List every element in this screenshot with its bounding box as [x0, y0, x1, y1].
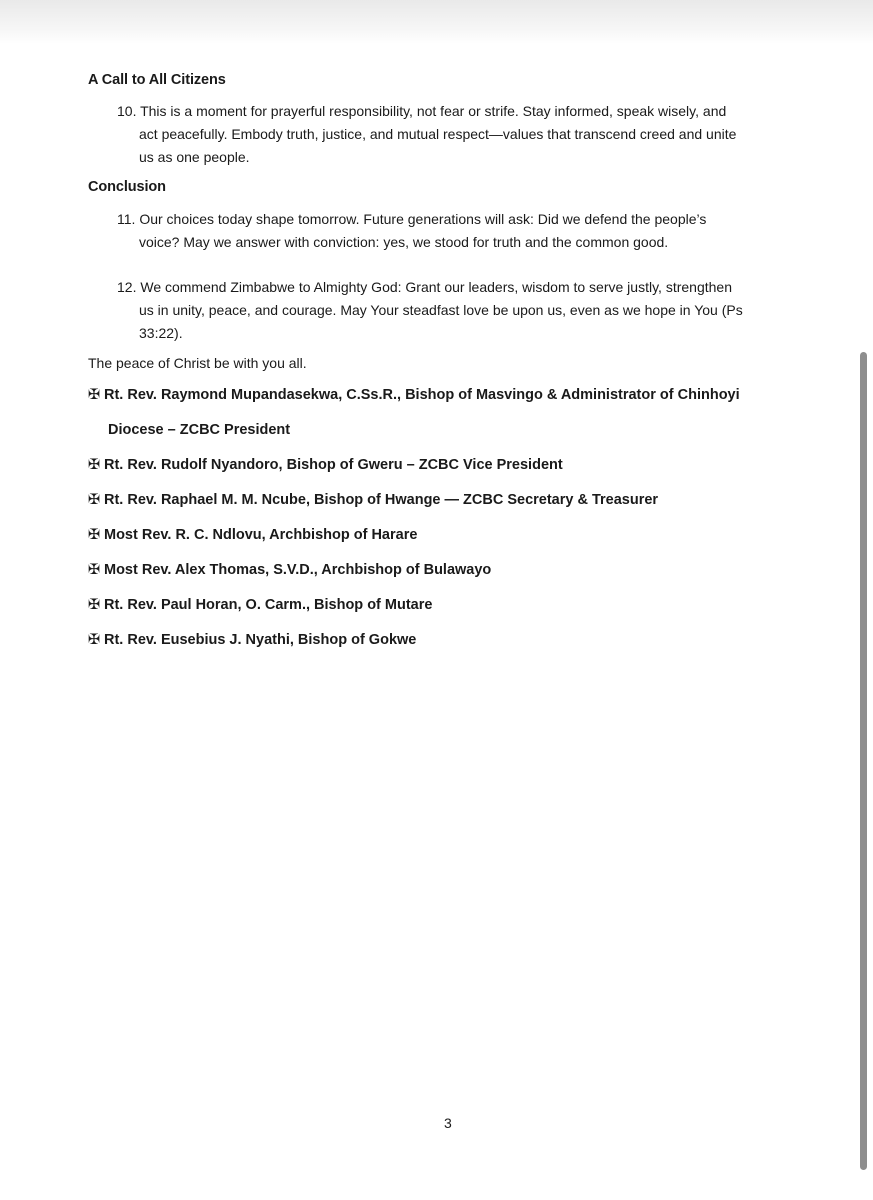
signatory-2-text: Rt. Rev. Rudolf Nyandoro, Bishop of Gweru – ZCBC Vice President — [104, 457, 563, 473]
page-number: 3 — [444, 1115, 452, 1131]
cross-icon: ✠ — [88, 492, 101, 508]
paragraph-12 — [117, 276, 817, 345]
paragraph-10-line-2: act peacefully. Embody truth, justice, and mutual respect—values that transcend creed and unite — [139, 126, 737, 142]
signatory-6-text: Rt. Rev. Paul Horan, O. Carm., Bishop of Mutare — [104, 597, 433, 613]
signatory-6 — [88, 597, 432, 613]
signatory-5-text: Most Rev. Alex Thomas, S.V.D., Archbishop of Bulawayo — [104, 562, 492, 578]
signatory-1 — [88, 387, 740, 403]
cross-icon: ✠ — [88, 457, 101, 473]
signatory-3-text: Rt. Rev. Raphael M. M. Ncube, Bishop of Hwange — ZCBC Secretary & Treasurer — [104, 492, 659, 508]
paragraph-12-line-3: 33:22). — [139, 325, 183, 341]
cross-icon: ✠ — [88, 562, 101, 578]
paragraph-12-line-1: 12. We commend Zimbabwe to Almighty God: Grant our leaders, wisdom to serve justly, strengthen — [117, 279, 732, 295]
cross-icon: ✠ — [88, 387, 101, 403]
paragraph-10-line-3: us as one people. — [139, 149, 250, 165]
cross-icon: ✠ — [88, 597, 101, 613]
paragraph-10-line-1: 10. This is a moment for prayerful responsibility, not fear or strife. Stay informed, speak wisely, and — [117, 103, 727, 119]
paragraph-12-line-2: us in unity, peace, and courage. May Your steadfast love be upon us, even as we hope in You (Ps — [139, 302, 743, 318]
signatory-1-continuation: Diocese – ZCBC President — [108, 422, 291, 438]
cross-icon: ✠ — [88, 527, 101, 543]
signatory-2 — [88, 457, 563, 473]
cross-icon: ✠ — [88, 632, 101, 648]
paragraph-11-line-1: 11. Our choices today shape tomorrow. Future generations will ask: Did we defend the people’s — [117, 211, 707, 227]
closing-blessing: The peace of Christ be with you all. — [88, 355, 307, 371]
signatory-7 — [88, 632, 416, 648]
signatory-3 — [88, 492, 658, 508]
signatory-5 — [88, 562, 491, 578]
signatory-4-text: Most Rev. R. C. Ndlovu, Archbishop of Harare — [104, 527, 418, 543]
signatory-7-text: Rt. Rev. Eusebius J. Nyathi, Bishop of Gokwe — [104, 632, 417, 648]
section-heading-call-to-citizens: A Call to All Citizens — [88, 72, 226, 88]
signatory-4 — [88, 527, 417, 543]
signatory-1-text: Rt. Rev. Raymond Mupandasekwa, C.Ss.R., Bishop of Masvingo & Administrator of Chinhoyi — [104, 387, 740, 403]
paragraph-11 — [117, 208, 817, 254]
paragraph-11-line-2: voice? May we answer with conviction: yes, we stood for truth and the common good. — [139, 234, 669, 250]
section-heading-conclusion: Conclusion — [88, 179, 166, 195]
paragraph-10 — [117, 100, 817, 169]
vertical-scrollbar-thumb[interactable] — [860, 352, 867, 1170]
